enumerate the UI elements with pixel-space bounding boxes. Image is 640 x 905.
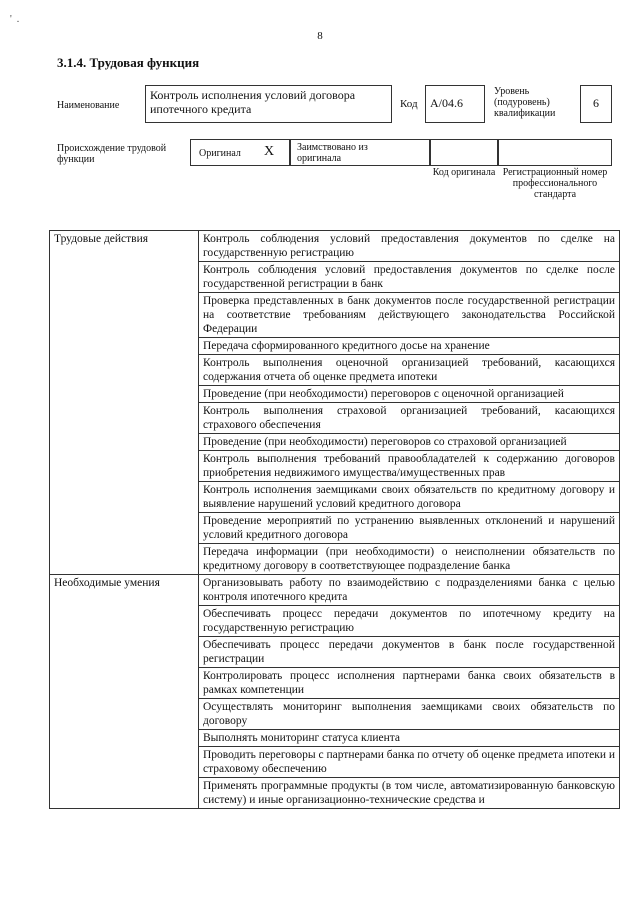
labor-function-table (49, 230, 620, 809)
origin-label: Происхождение трудовой функции (57, 143, 167, 165)
table-cell: Контроль выполнения оценочной организацией требований, касающихся содержания отчета об оценке предмета ипотеки (199, 355, 620, 386)
level-value-box (580, 85, 612, 123)
name-value-box (145, 85, 392, 123)
scan-marks: ' . (10, 14, 20, 25)
table-cell: Контроль исполнения заемщиками своих обязательств по кредитному договору и выявление нарушений условий кредитного договора (199, 482, 620, 513)
borrowed-label: Заимствовано из оригинала (297, 142, 368, 164)
table-cell: Обеспечивать процесс передачи документов в банк после государственной регистрации (199, 637, 620, 668)
table-cell: Проведение мероприятий по устранению выявленных отклонений и нарушений условий кредитного договора (199, 513, 620, 544)
level-value: 6 (593, 96, 599, 110)
original-label: Оригинал (199, 148, 241, 159)
section-title: 3.1.4. Трудовая функция (57, 55, 200, 70)
original-mark: X (264, 144, 275, 159)
name-label: Наименование (57, 100, 120, 111)
table-cell: Контроль выполнения страховой организацией требований, касающихся страхового обеспечения (199, 403, 620, 434)
table-cell: Проводить переговоры с партнерами банка по отчету об оценке предмета ипотеки и страховому обеспечению (199, 747, 620, 778)
code-caption: Код оригинала (432, 167, 496, 178)
table-row (50, 575, 620, 606)
page-number: 8 (317, 30, 323, 42)
table-cell: Контроль выполнения требований правообладателей к содержанию договоров приобретения недвижимого имущества/имущественных прав (199, 451, 620, 482)
reg-number-box (498, 139, 612, 166)
original-box (190, 139, 290, 166)
reg-caption: Регистрационный номер профессионального стандарта (502, 167, 608, 200)
table-cell: Проведение (при необходимости) переговоров с оценочной организацией (199, 386, 620, 403)
table-cell: Проверка представленных в банк документов после государственной регистрации на соответствие требованиям действующего законодательства Российской Федерации (199, 293, 620, 338)
section-label: Трудовые действия (50, 231, 199, 575)
section-label: Необходимые умения (50, 575, 199, 809)
table-cell: Обеспечивать процесс передачи документов по ипотечному кредиту на государственную регистрацию (199, 606, 620, 637)
name-value: Контроль исполнения условий договора ипотечного кредита (150, 88, 356, 116)
code-value: А/04.6 (430, 96, 463, 110)
table-cell: Передача сформированного кредитного досье на хранение (199, 338, 620, 355)
table-cell: Организовывать работу по взаимодействию с подразделениями банка с целью контроля ипотечного кредита (199, 575, 620, 606)
code-label: Код (400, 98, 418, 110)
code-value-box (425, 85, 485, 123)
original-code-box (430, 139, 498, 166)
table-cell: Контроль соблюдения условий предоставления документов по сделке после государственной регистрации в банк (199, 262, 620, 293)
borrowed-box (290, 139, 430, 166)
table-cell: Выполнять мониторинг статуса клиента (199, 730, 620, 747)
table-cell: Осуществлять мониторинг выполнения заемщиками своих обязательств по договору (199, 699, 620, 730)
table-row (50, 231, 620, 262)
level-label: Уровень (подуровень) квалификации (494, 86, 556, 119)
table-cell: Контролировать процесс исполнения партнерами банка своих обязательств в рамках компетенции (199, 668, 620, 699)
table-cell: Проведение (при необходимости) переговоров со страховой организацией (199, 434, 620, 451)
table-cell: Контроль соблюдения условий предоставления документов по сделке на государственную регистрацию (199, 231, 620, 262)
table-cell: Применять программные продукты (в том числе, автоматизированную банковскую систему) и иные организационно-технические средства и (199, 778, 620, 809)
table-cell: Передача информации (при необходимости) о неисполнении обязательств по кредитному договору в соответствующее подразделение банка (199, 544, 620, 575)
